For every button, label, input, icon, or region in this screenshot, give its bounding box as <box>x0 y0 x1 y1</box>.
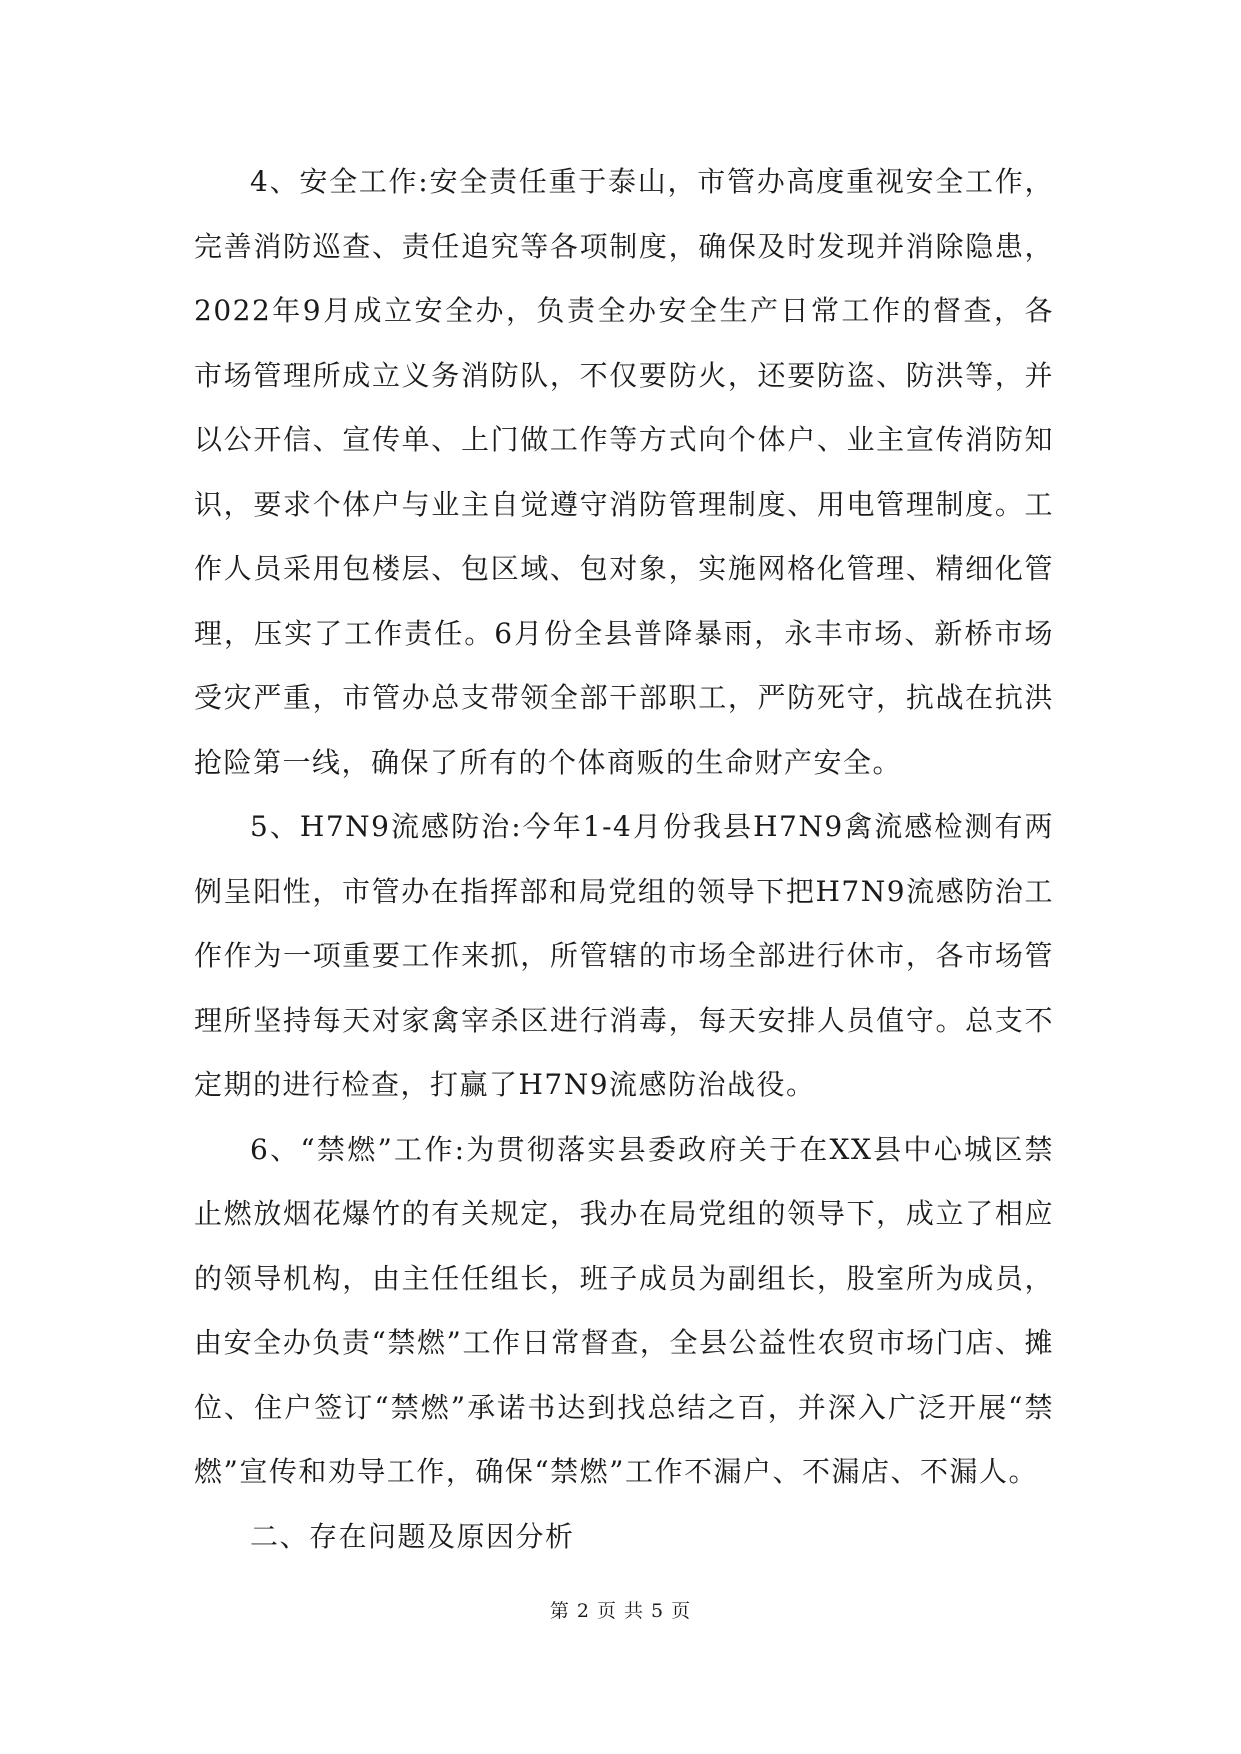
document-body <box>194 150 1054 1569</box>
paragraph-safety-work: 4、安全工作:安全责任重于泰山，市管办高度重视安全工作，完善消防巡查、责任追究等各项制度，确保及时发现并消除隐患，2022年9月成立安全办，负责全办安全生产日常工作的督查，各市场管理所成立义务消防队，不仅要防火，还要防盗、防洪等，并以公开信、宣传单、上门做工作等方式向个体户、业主宣传消防知识，要求个体户与业主自觉遵守消防管理制度、用电管理制度。工作人员采用包楼层、包区域、包对象，实施网格化管理、精细化管理，压实了工作责任。6月份全县普降暴雨，永丰市场、新桥市场受灾严重，市管办总支带领全部干部职工，严防死守，抗战在抗洪抢险第一线，确保了所有的个体商贩的生命财产安全。 <box>194 165 1054 779</box>
paragraph-fireworks-ban: 6、“禁燃”工作:为贯彻落实县委政府关于在XX县中心城区禁止燃放烟花爆竹的有关规定，我办在局党组的领导下，成立了相应的领导机构，由主任任组长，班子成员为副组长，股室所为成员，由安全办负责“禁燃”工作日常督查，全县公益性农贸市场门店、摊位、住户签订“禁燃”承诺书达到找总结之百，并深入广泛开展“禁燃”宣传和劝导工作，确保“禁燃”工作不漏户、不漏店、不漏人。 <box>194 1132 1054 1488</box>
section-heading-problems: 二、存在问题及原因分析 <box>250 1519 575 1553</box>
page-number-footer: 第 2 页 共 5 页 <box>549 1600 692 1622</box>
paragraph-h7n9-prevention: 5、H7N9流感防治:今年1-4月份我县H7N9禽流感检测有两例呈阳性，市管办在指挥部和局党组的领导下把H7N9流感防治工作作为一项重要工作来抓，所管辖的市场全部进行休市，各市场管理所坚持每天对家禽宰杀区进行消毒，每天安排人员值守。总支不定期的进行检查，打赢了H7N9流感防治战役。 <box>194 810 1054 1101</box>
